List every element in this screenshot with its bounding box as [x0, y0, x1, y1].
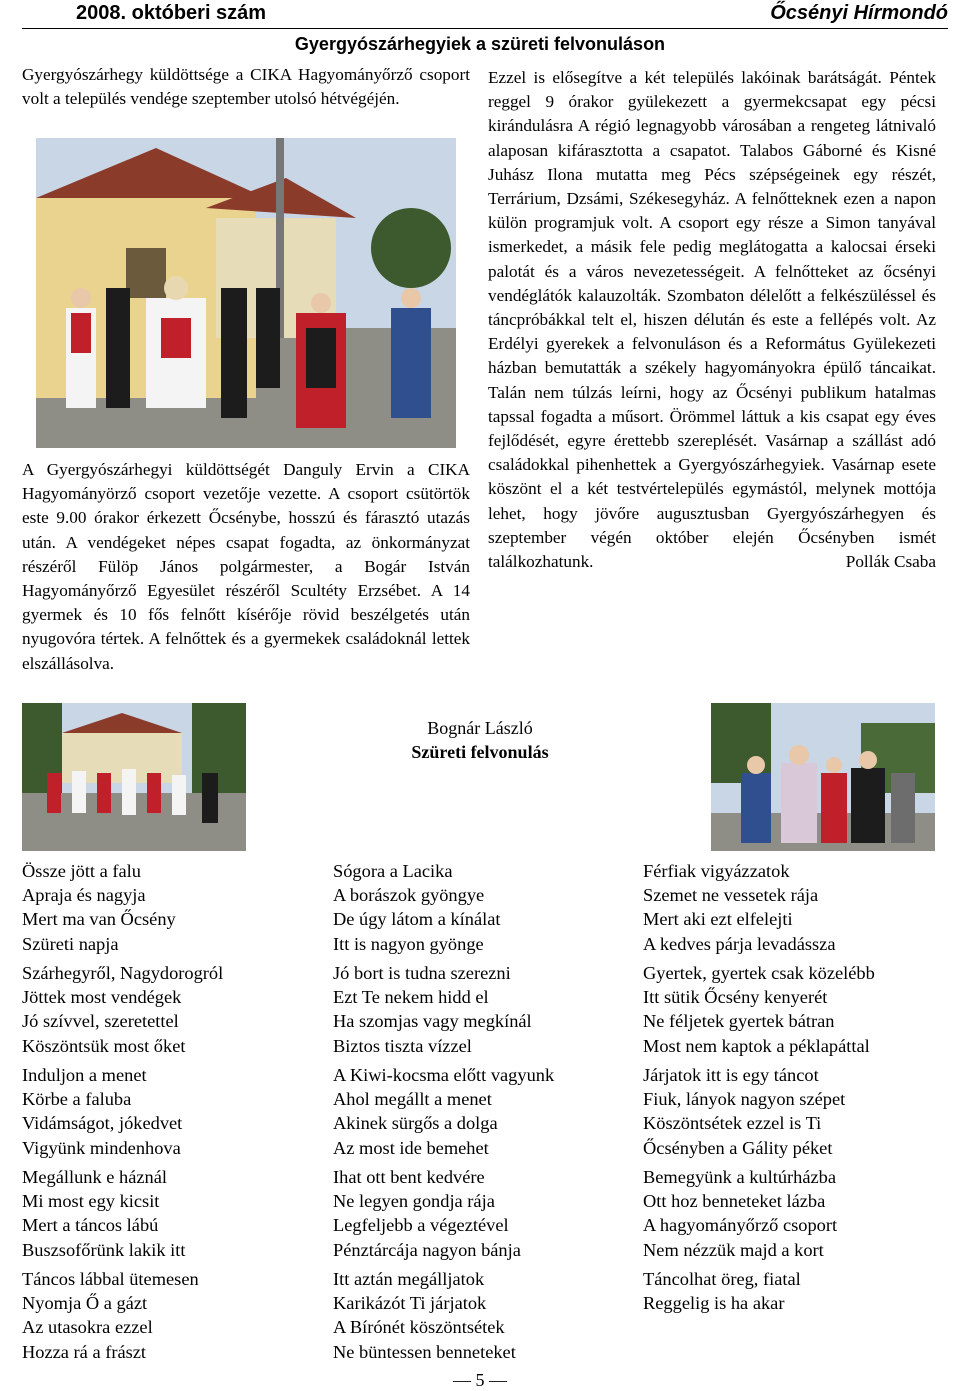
header-rule — [22, 28, 948, 29]
poem-line: Járjatok itt is egy táncot — [643, 1065, 819, 1085]
poem-line: Mert aki ezt elfelejti — [643, 909, 793, 930]
poem-line: Az utasokra ezzel — [22, 1317, 153, 1338]
photo-crowd — [711, 703, 935, 851]
poem-line: Táncos lábbal ütemesen — [22, 1269, 199, 1289]
poem-line: Ne büntessen benneteket — [333, 1341, 516, 1362]
poem-line: Gyertek, gyertek csak közelébb — [643, 963, 875, 983]
poem-stanza — [333, 1267, 633, 1364]
poem-line: Itt sütik Őcsény kenyerét — [643, 987, 828, 1008]
poem-line: Ott hoz benneteket lázba — [643, 1191, 826, 1212]
poem-line: Köszöntsétek ezzel is Ti — [643, 1113, 822, 1134]
poem-line: Most nem kaptok a péklapáttal — [643, 1035, 870, 1056]
poem-line: Vidámságot, jókedvet — [22, 1113, 183, 1134]
poem-line: Bemegyünk a kultúrházba — [643, 1167, 837, 1187]
poem-line: Szárhegyről, Nagydorogról — [22, 963, 224, 983]
poem-line: Mert ma van Őcsény — [22, 909, 176, 930]
poem-line: Hozza rá a frászt — [22, 1341, 147, 1362]
article-title: Gyergyószárhegyiek a szüreti felvonuláson — [294, 34, 666, 54]
poem-line: Ezt Te nekem hidd el — [333, 987, 489, 1008]
poem-stanza — [643, 1267, 943, 1315]
poem-line: Fiuk, lányok nagyon szépet — [643, 1089, 846, 1110]
poem-line: Legfeljebb a végeztével — [333, 1215, 509, 1236]
poem-line: Köszöntsük most őket — [22, 1035, 186, 1056]
poem-line: Körbe a faluba — [22, 1089, 132, 1110]
poem-line: Itt is nagyon gyönge — [333, 933, 484, 954]
poem-line: A kedves párja levadássza — [643, 933, 836, 954]
article-right-paragraph — [488, 66, 936, 574]
poem-line: Az most ide bemehet — [333, 1137, 489, 1158]
poem-line: Össze jött a falu — [22, 861, 141, 881]
poem-line: Reggelig is ha akar — [643, 1293, 785, 1314]
poem-stanza — [643, 1063, 943, 1160]
poem-line: Nyomja Ő a gázt — [22, 1293, 148, 1314]
newspaper-name: Őcsényi Hírmondó — [770, 2, 948, 24]
poem-line: Pénztárcája nagyon bánja — [333, 1239, 521, 1260]
poem-stanza — [22, 859, 322, 956]
poem-line: Vigyünk mindenhova — [22, 1137, 181, 1158]
poem-author: Bognár László — [427, 718, 533, 738]
poem-stanza — [333, 859, 633, 956]
poem-line: Mert a táncos lábú — [22, 1215, 159, 1236]
poem-column-3 — [643, 859, 943, 1321]
article-right-text: Ezzel is elősegítve a két település lakóinak barátságát. Péntek reggel 9 órakor gyülekezett a gyermekcsapat egy pécsi kirándulásra A régió legnagyobb városában a rengeteg látnivaló alaposan kifárasztotta a csapatot. Talabos Gáborné és Kisné Juhász Ilona mutatta meg Pécs szépségeinek egy részét, Terrárium, Dzsámi, Székesegyház. A felnőtteknek ezen a napon külön programjuk volt. A csoport egy része a Simon tanyával ismerkedet, a másik fele pedig meglátogatta a kalocsai érseki palotát és a város nevezetességeit. A felnőtteket az őcsényi vendéglátók kalauzolták. Szombaton délelőtt a felkészüléssel és táncpróbákkal telt el, hiszen délután és este a fellépés volt. Az Erdélyi gyerekek a felvonuláson és a Református Gyülekezeti házban bemutatták a székely hagyományokra épülő táncaikat. Talán nem túlzás leírni, hogy az Őcsényi publikum hatalmas tapssal fogadta a műsort. Örömmel láttuk a kis csapat egy éves fejlődését, egyre érettebb szereplését. Vasárnap a szállást adó családokkal pihenhettek a Gyergyószárhegyiek. Vasárnap esete köszönt el a két testvértelepülés egymástól, melynek mottója lehet, hogy jövőre augusztusban Gyergyószárhegyen és szeptember végén október elején Őcsényben ismét találkozhatunk. — [488, 68, 936, 572]
poem-stanza — [333, 961, 633, 1058]
poem-line: Őcsényben a Gálity péket — [643, 1137, 833, 1158]
poem-title: Szüreti felvonulás — [411, 742, 549, 762]
poem-line: Induljon a menet — [22, 1065, 147, 1085]
poem-stanza — [643, 859, 943, 956]
poem-stanza — [22, 1165, 322, 1262]
poem-stanza — [22, 961, 322, 1058]
poem-line: A Bírónét köszöntsétek — [333, 1317, 505, 1338]
poem-line: A hagyományőrző csoport — [643, 1215, 838, 1236]
poem-line: De úgy látom a kínálat — [333, 909, 501, 930]
poem-line: Itt aztán megálljatok — [333, 1269, 485, 1289]
poem-line: Szüreti napja — [22, 933, 119, 954]
poem-line: Apraja és nagyja — [22, 885, 146, 906]
poem-line: Mi most egy kicsit — [22, 1191, 160, 1212]
poem-line: Ha szomjas vagy megkínál — [333, 1011, 532, 1032]
poem-line: Ne legyen gondja rája — [333, 1191, 495, 1212]
issue-date: 2008. októberi szám — [76, 2, 267, 24]
poem-stanza — [333, 1165, 633, 1262]
poem-column-1 — [22, 859, 322, 1369]
photo-procession — [22, 703, 246, 851]
poem-line: Férfiak vigyázzatok — [643, 861, 790, 881]
poem-stanza — [643, 961, 943, 1058]
poem-line: A Kiwi-kocsma előtt vagyunk — [333, 1065, 555, 1085]
poem-line: Ihat ott bent kedvére — [333, 1167, 485, 1187]
poem-line: Táncolhat öreg, fiatal — [643, 1269, 801, 1289]
poem-line: Szemet ne vessetek rája — [643, 885, 819, 906]
poem-line: Karikázót Ti járjatok — [333, 1293, 487, 1314]
poem-stanza — [333, 1063, 633, 1160]
poem-line: Ne féljetek gyertek bátran — [643, 1011, 835, 1032]
poem-column-2 — [333, 859, 633, 1369]
poem-stanza — [22, 1267, 322, 1364]
article-intro-paragraph: Gyergyószárhegy küldöttsége a CIKA Hagyományőrző csoport volt a település vendége szeptember utolsó hétvégéjén. — [22, 65, 470, 109]
poem-line: Jó bort is tudna szerezni — [333, 963, 511, 983]
poem-line: Megállunk e háznál — [22, 1167, 168, 1187]
poem-line: Ahol megállt a menet — [333, 1089, 492, 1110]
poem-line: Buszsofőrünk lakik itt — [22, 1239, 186, 1260]
poem-stanza — [643, 1165, 943, 1262]
article-signature: Pollák Csaba — [845, 552, 936, 572]
poem-line: Jó szívvel, szeretettel — [22, 1011, 179, 1032]
poem-stanza — [22, 1063, 322, 1160]
page-number: — 5 — — [453, 1370, 507, 1390]
poem-line: Akinek sürgős a dolga — [333, 1113, 498, 1134]
poem-line: Jöttek most vendégek — [22, 987, 182, 1008]
poem-line: Biztos tiszta vízzel — [333, 1035, 472, 1056]
poem-line: A borászok gyöngye — [333, 885, 485, 906]
photo-dancers-street — [36, 138, 456, 448]
article-left-paragraph: A Gyergyószárhegyi küldöttségét Danguly Ervin a CIKA Hagyományörző csoport vezetője vezette. A csoport csütörtök este 9.00 órakor érkezett Őcsénybe, hosszú és fárasztó utazás után. A vendégeket népes csapat fogadta, az önkormányzat részéről Fülöp János polgármester, a Bogár István Hagyományőrző Egyesület részéről Scultéty Erzsébet. A 14 gyermek és 10 fős felnőtt kísérője rövid beszélgetés után nyugovóra tértek. A felnőttek és a gyermekek családoknál lettek elszállásolva. — [22, 460, 470, 673]
poem-line: Nem nézzük majd a kort — [643, 1239, 824, 1260]
poem-line: Sógora a Lacika — [333, 861, 453, 881]
